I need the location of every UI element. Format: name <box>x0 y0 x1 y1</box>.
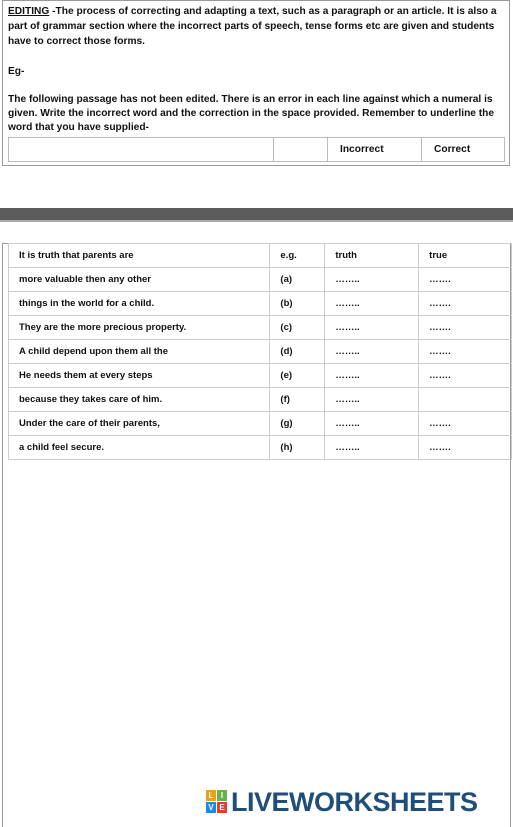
row-sentence: things in the world for a child. <box>9 292 270 316</box>
exercise-row <box>9 436 512 460</box>
row-incorrect[interactable]: …….. <box>325 268 419 292</box>
exercise-row <box>9 292 512 316</box>
row-sentence: because they takes care of him. <box>9 388 270 412</box>
row-correct[interactable]: ……. <box>419 316 512 340</box>
row-incorrect[interactable]: …….. <box>325 436 419 460</box>
row-number: (h) <box>270 436 325 460</box>
exercise-row <box>9 388 512 412</box>
row-correct[interactable]: ……. <box>419 340 512 364</box>
intro-text: -The process of correcting and adapting a text, such as a paragraph or an article. It is also a part of grammar section where the incorrect parts of speech, tense forms etc are given and students have to correct those forms. <box>8 6 497 47</box>
row-sentence: A child depend upon them all the <box>9 340 270 364</box>
row-correct: true <box>419 244 512 268</box>
row-incorrect[interactable]: …….. <box>325 412 419 436</box>
exercise-row <box>9 268 512 292</box>
row-sentence: He needs them at every steps <box>9 364 270 388</box>
liveworksheets-logo <box>206 786 478 818</box>
exercise-row <box>9 364 512 388</box>
exercise-row <box>9 244 512 268</box>
row-incorrect[interactable]: …….. <box>325 340 419 364</box>
row-correct[interactable]: ……. <box>419 292 512 316</box>
exercise-row <box>9 340 512 364</box>
header-incorrect: Incorrect <box>327 138 421 161</box>
header-num-cell <box>273 138 327 161</box>
row-number: (a) <box>270 268 325 292</box>
separator-band-shadow <box>0 220 513 222</box>
row-correct[interactable]: ……. <box>419 436 512 460</box>
row-correct[interactable] <box>419 388 512 412</box>
column-header-row <box>8 137 505 162</box>
header-line-cell <box>9 138 273 161</box>
row-number: e.g. <box>270 244 325 268</box>
logo-mark-i: I <box>217 790 227 801</box>
logo-mark-e: E <box>217 802 227 813</box>
row-number: (d) <box>270 340 325 364</box>
row-sentence: They are the more precious property. <box>9 316 270 340</box>
logo-text: LIVEWORKSHEETS <box>231 786 478 817</box>
header-correct: Correct <box>421 138 505 161</box>
row-correct[interactable]: ……. <box>419 364 512 388</box>
row-correct[interactable]: ……. <box>419 268 512 292</box>
row-sentence: a child feel secure. <box>9 436 270 460</box>
exercise-row <box>9 412 512 436</box>
exercise-table <box>8 243 512 460</box>
logo-mark-v: V <box>206 802 216 813</box>
editing-heading: EDITING <box>8 6 50 17</box>
row-incorrect[interactable]: …….. <box>325 388 419 412</box>
logo-mark-l: L <box>206 790 216 801</box>
instructions-paragraph: The following passage has not been edited. There is an error in each line against which a numeral is given. Write the incorrect word and the correction in the space provided. Remember to underline the word that you have supplied- <box>8 94 495 133</box>
row-incorrect[interactable]: …….. <box>325 292 419 316</box>
row-correct[interactable]: ……. <box>419 412 512 436</box>
row-incorrect: truth <box>325 244 419 268</box>
row-sentence: more valuable then any other <box>9 268 270 292</box>
intro-paragraph <box>8 4 508 49</box>
row-number: (f) <box>270 388 325 412</box>
row-number: (c) <box>270 316 325 340</box>
row-sentence: It is truth that parents are <box>9 244 270 268</box>
row-number: (g) <box>270 412 325 436</box>
logo-mark-icon <box>206 790 228 814</box>
separator-band <box>0 208 513 220</box>
row-sentence: Under the care of their parents, <box>9 412 270 436</box>
eg-label: Eg- <box>8 66 25 77</box>
row-number: (e) <box>270 364 325 388</box>
exercise-row <box>9 316 512 340</box>
row-incorrect[interactable]: …….. <box>325 364 419 388</box>
row-number: (b) <box>270 292 325 316</box>
row-incorrect[interactable]: …….. <box>325 316 419 340</box>
